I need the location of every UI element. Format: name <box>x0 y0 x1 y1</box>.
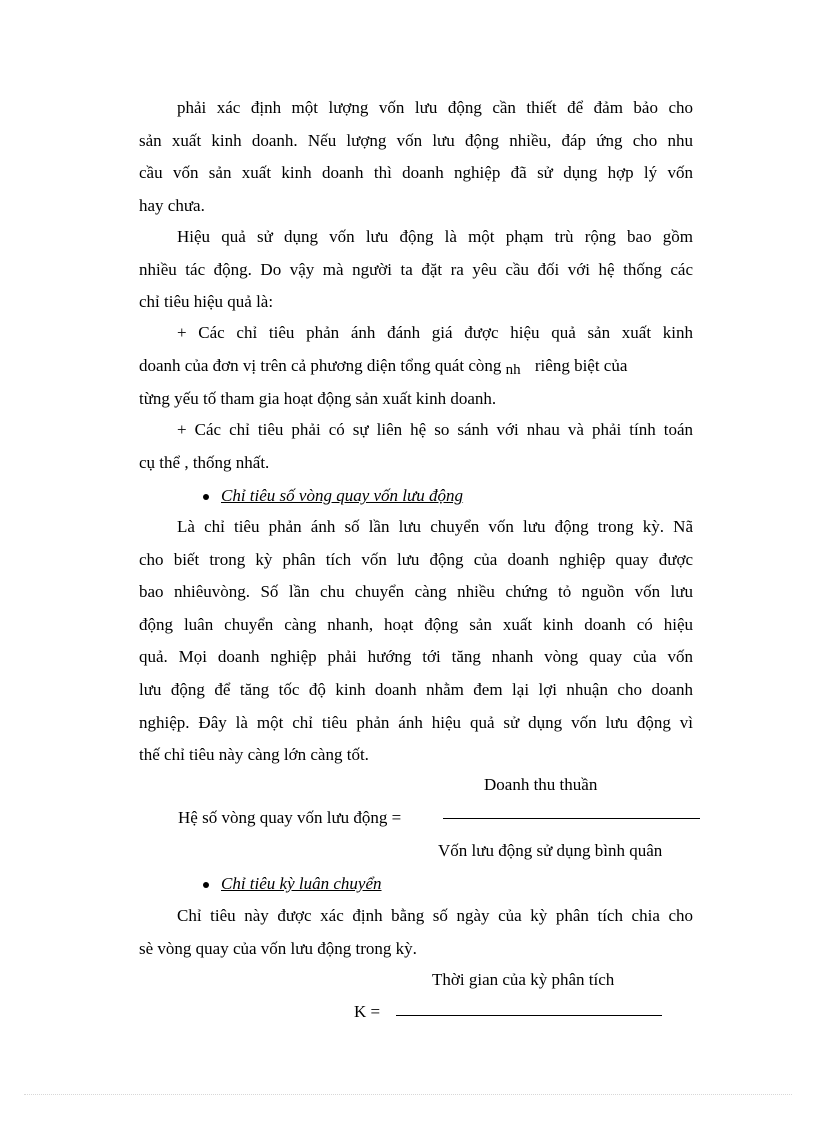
text-line: nhiều tác động. Do vậy mà người ta đặt ra yêu cầu đối với hệ thống các <box>139 259 693 279</box>
text-segment: doanh của đơn vị trên cả phương diện tổng quát còng <box>139 355 502 375</box>
paragraph-3 <box>139 317 693 416</box>
text-line: thế chỉ tiêu này càng lớn càng tốt. <box>139 745 369 765</box>
text-segment: riêng biệt của <box>534 355 628 375</box>
subscript-text: nh <box>505 361 521 378</box>
formula-lhs: Hệ số vòng quay vốn lưu động = <box>178 808 402 827</box>
text-line: cụ thể , thống nhất. <box>139 452 270 472</box>
text-line: + Các chỉ tiêu phải có sự liên hệ so sánh với nhau và phải tính toán <box>177 420 693 439</box>
text-line: sè vòng quay của vốn lưu động trong kỳ. <box>139 938 417 958</box>
text-line: Là chỉ tiêu phản ánh số lần lưu chuyển vốn lưu động trong kỳ. Nã <box>177 517 693 536</box>
bullet-dot-icon <box>203 882 209 888</box>
text-line: chỉ tiêu hiệu quả là: <box>139 292 274 312</box>
text-line: cầu vốn sản xuất kinh doanh thì doanh nghiệp đã sử dụng hợp lý vốn <box>139 163 693 183</box>
paragraph-5 <box>139 511 693 772</box>
text-line: Chỉ tiêu này được xác định bằng số ngày của kỳ phân tích chia cho <box>177 906 693 925</box>
text-line: hay chưa. <box>139 195 205 215</box>
text-line: động luân chuyển càng nhanh, hoạt động sản xuất kinh doanh có hiệu <box>139 614 693 634</box>
text-line: cho biết trong kỳ phân tích vốn lưu động của doanh nghiệp quay được <box>139 549 693 569</box>
bullet-item <box>203 484 463 508</box>
fraction-line <box>443 818 700 819</box>
text-line: từng yếu tố tham gia hoạt động sản xuất kinh doanh. <box>139 389 497 409</box>
bullet-dot-icon <box>203 494 209 500</box>
text-line: bao nhiêuvòng. Số lần chu chuyển càng nhiều chứng tỏ nguồn vốn lưu <box>139 582 693 602</box>
section-heading: Chỉ tiêu kỳ luân chuyển <box>221 874 382 893</box>
formula-denominator: Vốn lưu động sử dụng bình quân <box>438 841 663 860</box>
section-heading: Chỉ tiêu số vòng quay vốn lưu động <box>221 486 464 505</box>
paragraph-2 <box>139 221 693 319</box>
formula-lhs: K = <box>354 1002 381 1021</box>
text-line: + Các chỉ tiêu phản ánh đánh giá được hiệu quả sản xuất kinh <box>177 323 693 342</box>
text-line: Hiệu quả sử dụng vốn lưu động là một phạm trù rộng bao gồm <box>177 227 693 246</box>
paragraph-1 <box>139 92 693 222</box>
paragraph-6 <box>139 900 693 965</box>
text-line: nghiệp. Đây là một chỉ tiêu phản ánh hiệu quả sử dụng vốn lưu động vì <box>139 712 693 732</box>
text-line: lưu động để tăng tốc độ kinh doanh nhằm đem lại lợi nhuận cho doanh <box>139 679 693 699</box>
formula-numerator: Doanh thu thuần <box>484 775 598 794</box>
fraction-line <box>396 1015 662 1016</box>
bullet-item <box>203 872 382 896</box>
page-bottom-rule <box>24 1094 792 1095</box>
paragraph-4 <box>139 414 693 479</box>
text-line <box>139 350 693 384</box>
text-line: quả. Mọi doanh nghiệp phải hướng tới tăng nhanh vòng quay của vốn <box>139 647 693 667</box>
text-line: sản xuất kinh doanh. Nếu lượng vốn lưu động nhiều, đáp ứng cho nhu <box>139 130 693 150</box>
text-line: phải xác định một lượng vốn lưu động cần thiết để đảm bảo cho <box>177 98 693 117</box>
formula-numerator: Thời gian của kỳ phân tích <box>432 970 615 989</box>
